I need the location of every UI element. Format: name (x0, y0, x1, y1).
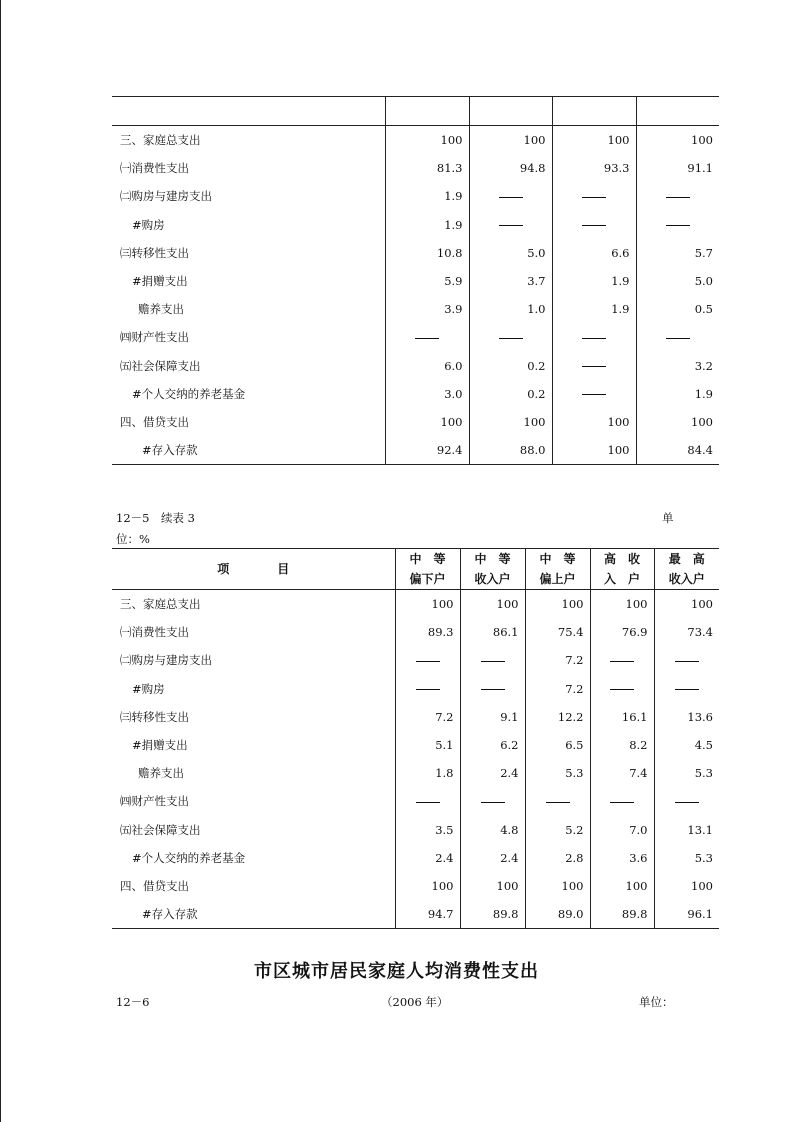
value-cell: 7.2 (525, 646, 590, 674)
empty-value-dash (636, 182, 719, 210)
value-cell: 5.0 (469, 239, 552, 267)
empty-value-dash (469, 211, 552, 239)
value-cell: 5.0 (636, 267, 719, 295)
empty-value-dash (552, 352, 636, 380)
header-item: 项 目 (112, 549, 395, 590)
value-cell: 0.2 (469, 352, 552, 380)
empty-value-dash (395, 675, 460, 703)
row-label: ㈣财产性支出 (120, 794, 189, 809)
table-row (112, 590, 719, 619)
table-caption: 12－5 续表 3 (116, 511, 195, 525)
value-cell: 3.5 (395, 816, 460, 844)
value-cell: 92.4 (385, 436, 469, 465)
empty-value-dash (636, 211, 719, 239)
value-cell: 0.2 (469, 380, 552, 408)
value-cell: 3.7 (469, 267, 552, 295)
dash-mark (582, 394, 606, 395)
value-cell: 94.7 (395, 900, 460, 929)
dash-mark (416, 802, 440, 803)
value-cell: 1.9 (552, 295, 636, 323)
value-cell: 100 (552, 436, 636, 465)
value-cell: 7.2 (525, 675, 590, 703)
header-col-middle: 中 等 收入户 (460, 549, 525, 590)
dash-mark (416, 689, 440, 690)
dash-mark (499, 225, 523, 226)
value-cell: 100 (552, 408, 636, 436)
value-cell: 100 (460, 590, 525, 619)
value-cell: 6.6 (552, 239, 636, 267)
table-row (112, 675, 719, 703)
row-label: ㈢转移性支出 (120, 709, 189, 724)
row-label: 三、家庭总支出 (120, 597, 201, 612)
page-left-border (0, 0, 1, 1122)
table-row (112, 872, 719, 900)
dash-mark (416, 661, 440, 662)
empty-value-dash (395, 787, 460, 815)
value-cell: 100 (395, 590, 460, 619)
value-cell: 100 (469, 126, 552, 155)
row-label: #个人交纳的养老基金 (132, 386, 246, 401)
value-cell: 13.6 (654, 703, 719, 731)
row-label: #购房 (132, 681, 165, 696)
table-row (112, 703, 719, 731)
row-label: #捐赠支出 (132, 274, 188, 289)
table-row (112, 787, 719, 815)
empty-value-dash (552, 182, 636, 210)
header-cell (469, 97, 552, 126)
value-cell: 76.9 (590, 618, 654, 646)
table-row (112, 646, 719, 674)
value-cell: 5.3 (525, 759, 590, 787)
value-cell: 1.0 (469, 295, 552, 323)
value-cell: 100 (385, 126, 469, 155)
table-row (112, 436, 719, 465)
table-12-5-continued-3 (112, 548, 719, 929)
table-row (112, 816, 719, 844)
table-row (112, 267, 719, 295)
row-label: 赡养支出 (138, 766, 184, 781)
value-cell: 100 (460, 872, 525, 900)
value-cell: 91.1 (636, 154, 719, 182)
value-cell: 100 (385, 408, 469, 436)
row-label: ㈢转移性支出 (120, 245, 189, 260)
row-label: ㈡购房与建房支出 (120, 189, 212, 204)
value-cell: 5.3 (654, 759, 719, 787)
row-label: 四、借贷支出 (120, 414, 189, 429)
header-cell (552, 97, 636, 126)
value-cell: 1.9 (385, 182, 469, 210)
dash-mark (481, 689, 505, 690)
value-cell: 5.1 (395, 731, 460, 759)
value-cell: 100 (525, 590, 590, 619)
row-label: #捐赠支出 (132, 738, 188, 753)
dash-mark (666, 338, 690, 339)
value-cell: 100 (469, 408, 552, 436)
value-cell: 1.9 (552, 267, 636, 295)
table-row (112, 844, 719, 872)
value-cell: 81.3 (385, 154, 469, 182)
unit-label: 单位： (639, 995, 674, 1009)
value-cell: 1.8 (395, 759, 460, 787)
value-cell: 89.8 (590, 900, 654, 929)
empty-value-dash (590, 675, 654, 703)
dash-mark (582, 225, 606, 226)
table-row (112, 900, 719, 929)
value-cell: 9.1 (460, 703, 525, 731)
table-row (112, 295, 719, 323)
empty-value-dash (525, 787, 590, 815)
value-cell: 96.1 (654, 900, 719, 929)
table-row (112, 618, 719, 646)
section-title: 市区城市居民家庭人均消费性支出 (254, 961, 539, 982)
value-cell: 10.8 (385, 239, 469, 267)
value-cell: 2.4 (460, 844, 525, 872)
table-row (112, 182, 719, 210)
value-cell: 88.0 (469, 436, 552, 465)
row-label: #存入存款 (112, 436, 385, 465)
empty-value-dash (590, 646, 654, 674)
value-cell: 7.0 (590, 816, 654, 844)
dash-mark (546, 802, 570, 803)
dash-mark (582, 197, 606, 198)
value-cell: 7.4 (590, 759, 654, 787)
empty-value-dash (385, 323, 469, 351)
value-cell: 89.8 (460, 900, 525, 929)
dash-mark (675, 802, 699, 803)
table-row (112, 731, 719, 759)
table-row (112, 380, 719, 408)
value-cell: 3.2 (636, 352, 719, 380)
dash-mark (610, 689, 634, 690)
table-year: （2006 年） (381, 995, 449, 1009)
row-label: #存入存款 (112, 900, 395, 929)
empty-value-dash (460, 787, 525, 815)
value-cell: 12.2 (525, 703, 590, 731)
empty-value-dash (654, 675, 719, 703)
dash-mark (610, 661, 634, 662)
dash-mark (582, 366, 606, 367)
row-label: ㈡购房与建房支出 (120, 653, 212, 668)
dash-mark (582, 338, 606, 339)
value-cell: 100 (395, 872, 460, 900)
table-row (112, 211, 719, 239)
value-cell: 100 (525, 872, 590, 900)
value-cell: 4.5 (654, 731, 719, 759)
table-row (112, 239, 719, 267)
empty-value-dash (552, 211, 636, 239)
value-cell: 5.3 (654, 844, 719, 872)
value-cell: 89.0 (525, 900, 590, 929)
row-label: 三、家庭总支出 (120, 133, 201, 148)
value-cell: 2.8 (525, 844, 590, 872)
empty-value-dash (469, 182, 552, 210)
value-cell: 6.2 (460, 731, 525, 759)
table-row (112, 323, 719, 351)
value-cell: 89.3 (395, 618, 460, 646)
row-label: 赡养支出 (138, 302, 184, 317)
value-cell: 86.1 (460, 618, 525, 646)
value-cell: 13.1 (654, 816, 719, 844)
value-cell: 8.2 (590, 731, 654, 759)
unit-label-part2: 位：% (116, 532, 150, 546)
value-cell: 100 (590, 872, 654, 900)
value-cell: 100 (654, 590, 719, 619)
value-cell: 84.4 (636, 436, 719, 465)
value-cell: 4.8 (460, 816, 525, 844)
value-cell: 1.9 (636, 380, 719, 408)
empty-value-dash (654, 787, 719, 815)
dash-mark (675, 689, 699, 690)
header-col-upper-middle: 中 等 偏上户 (525, 549, 590, 590)
empty-value-dash (590, 787, 654, 815)
row-label: #购房 (132, 217, 165, 232)
value-cell: 93.3 (552, 154, 636, 182)
value-cell: 100 (636, 126, 719, 155)
row-label: 四、借贷支出 (120, 878, 189, 893)
value-cell: 2.4 (395, 844, 460, 872)
row-label: #个人交纳的养老基金 (132, 850, 246, 865)
empty-value-dash (636, 323, 719, 351)
unit-label-part1: 单 (662, 511, 674, 525)
value-cell: 100 (552, 126, 636, 155)
value-cell: 73.4 (654, 618, 719, 646)
table-code: 12－6 (116, 995, 150, 1009)
dash-mark (499, 197, 523, 198)
header-cell-item (112, 97, 385, 126)
dash-mark (675, 661, 699, 662)
value-cell: 100 (590, 590, 654, 619)
value-cell: 0.5 (636, 295, 719, 323)
value-cell: 2.4 (460, 759, 525, 787)
value-cell: 100 (636, 408, 719, 436)
row-label: ㈠消费性支出 (120, 161, 189, 176)
table-row (112, 759, 719, 787)
value-cell: 94.8 (469, 154, 552, 182)
value-cell: 3.0 (385, 380, 469, 408)
value-cell: 3.6 (590, 844, 654, 872)
row-label: ㈤社会保障支出 (120, 822, 201, 837)
table-continued-top (112, 96, 719, 465)
empty-value-dash (552, 380, 636, 408)
dash-mark (666, 225, 690, 226)
dash-mark (481, 802, 505, 803)
header-col-lower-middle: 中 等 偏下户 (395, 549, 460, 590)
value-cell: 6.0 (385, 352, 469, 380)
value-cell: 5.7 (636, 239, 719, 267)
row-label: ㈣财产性支出 (120, 330, 189, 345)
dash-mark (415, 338, 439, 339)
value-cell: 75.4 (525, 618, 590, 646)
empty-value-dash (395, 646, 460, 674)
row-label: ㈤社会保障支出 (120, 358, 201, 373)
value-cell: 100 (654, 872, 719, 900)
dash-mark (610, 802, 634, 803)
empty-value-dash (552, 323, 636, 351)
empty-value-dash (460, 646, 525, 674)
dash-mark (666, 197, 690, 198)
value-cell: 5.9 (385, 267, 469, 295)
value-cell: 3.9 (385, 295, 469, 323)
table-row (112, 352, 719, 380)
row-label: ㈠消费性支出 (120, 625, 189, 640)
dash-mark (481, 661, 505, 662)
value-cell: 6.5 (525, 731, 590, 759)
header-col-high-income: 高 收 入 户 (590, 549, 654, 590)
table-row (112, 154, 719, 182)
value-cell: 1.9 (385, 211, 469, 239)
dash-mark (499, 338, 523, 339)
header-col-highest-income: 最 高 收入户 (654, 549, 719, 590)
empty-value-dash (654, 646, 719, 674)
table-header-row (112, 97, 719, 126)
table-row (112, 126, 719, 155)
header-cell (636, 97, 719, 126)
table-row (112, 408, 719, 436)
value-cell: 16.1 (590, 703, 654, 731)
value-cell: 5.2 (525, 816, 590, 844)
empty-value-dash (469, 323, 552, 351)
table-header-row (112, 549, 719, 590)
header-cell (385, 97, 469, 126)
empty-value-dash (460, 675, 525, 703)
value-cell: 7.2 (395, 703, 460, 731)
